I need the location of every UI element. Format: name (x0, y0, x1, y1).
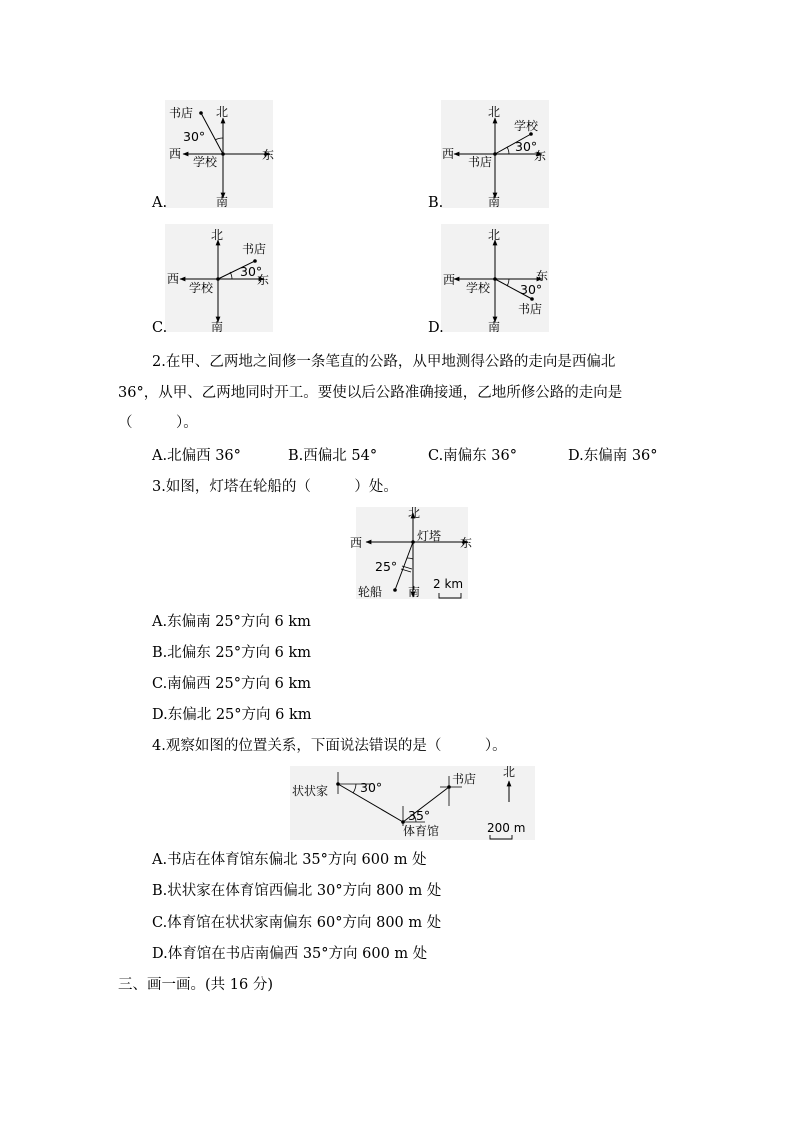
q4-scale-label: 200 m (487, 821, 526, 835)
q3-lighthouse-label: 灯塔 (417, 529, 442, 543)
fig-a-north-label: 北 (216, 105, 229, 119)
q4-bookstore-label: 书店 (452, 772, 477, 786)
q2-option-c[interactable]: C.南偏东 36° (428, 448, 517, 464)
q1-figure-d (436, 222, 556, 337)
fig-c-angle-label: 30° (240, 264, 263, 279)
fig-c-north-label: 北 (211, 228, 224, 242)
q4-gym-label: 体育馆 (403, 824, 440, 838)
q3-scale-label: 2 km (433, 577, 464, 591)
q4-stem: 4.观察如图的位置关系，下面说法错误的是（ ）。 (152, 738, 507, 754)
fig-c-east-label: 东 (257, 273, 270, 287)
fig-b-angle-label: 30° (515, 139, 538, 154)
q3-north-label: 北 (408, 506, 421, 520)
fig-d-west-label: 西 (443, 273, 456, 287)
fig-b-north-label: 北 (488, 105, 501, 119)
q4-option-d[interactable]: D.体育馆在书店南偏西 35°方向 600 m 处 (152, 946, 428, 962)
q4-option-a[interactable]: A.书店在体育馆东偏北 35°方向 600 m 处 (152, 852, 427, 868)
fig-b-origin-label: 书店 (468, 155, 493, 169)
fig-d-south-label: 南 (488, 320, 501, 334)
q4-figure (290, 762, 540, 844)
q2-option-d[interactable]: D.东偏南 36° (568, 448, 658, 464)
q1-option-c-letter[interactable]: C. (152, 320, 168, 336)
q1-option-a-letter[interactable]: A. (152, 195, 168, 211)
section3-title: 三、画一画。(共 16 分) (118, 977, 273, 993)
q1-figure-c (160, 222, 280, 337)
q4-angle1-label: 30° (360, 780, 383, 795)
fig-a-south-label: 南 (216, 195, 229, 209)
q3-ship-label: 轮船 (358, 585, 383, 599)
q1-figure-b (436, 98, 556, 213)
q3-stem: 3.如图，灯塔在轮船的（ ）处。 (152, 479, 398, 495)
q2-stem-line1: 2.在甲、乙两地之间修一条笔直的公路，从甲地测得公路的走向是西偏北 (152, 354, 616, 370)
fig-d-north-label: 北 (488, 228, 501, 242)
q3-option-d[interactable]: D.东偏北 25°方向 6 km (152, 707, 312, 723)
fig-d-origin-label: 学校 (466, 281, 491, 295)
fig-a-origin-label: 学校 (193, 155, 218, 169)
q3-option-c[interactable]: C.南偏西 25°方向 6 km (152, 676, 311, 692)
fig-d-angle-label: 30° (520, 282, 543, 297)
q4-north-label: 北 (503, 765, 516, 779)
q3-south-label: 南 (408, 585, 421, 599)
fig-b-east-label: 东 (534, 149, 547, 163)
q3-east-label: 东 (460, 536, 473, 550)
fig-b-west-label: 西 (442, 147, 455, 161)
fig-c-south-label: 南 (211, 320, 224, 334)
q3-figure (340, 503, 480, 603)
fig-a-east-label: 东 (262, 148, 275, 162)
q3-angle-label: 25° (375, 559, 398, 574)
q4-angle2-label: 35° (408, 808, 431, 823)
q4-option-c[interactable]: C.体育馆在状状家南偏东 60°方向 800 m 处 (152, 915, 442, 931)
q1-option-d-letter[interactable]: D. (428, 320, 444, 336)
q1-figure-a (160, 98, 280, 213)
q3-option-a[interactable]: A.东偏南 25°方向 6 km (152, 614, 311, 630)
fig-a-west-label: 西 (169, 147, 182, 161)
q2-stem-line2: 36°，从甲、乙两地同时开工。要使以后公路准确接通，乙地所修公路的走向是 (118, 385, 623, 401)
fig-c-west-label: 西 (167, 272, 180, 286)
q2-option-a[interactable]: A.北偏西 36° (152, 448, 241, 464)
fig-b-target-label: 学校 (514, 119, 539, 133)
fig-a-target-label: 书店 (169, 106, 194, 120)
q2-stem-line3: （ ）。 (118, 415, 198, 431)
fig-a-angle-label: 30° (183, 129, 206, 144)
fig-b-south-label: 南 (488, 195, 501, 209)
fig-c-origin-label: 学校 (189, 281, 214, 295)
fig-c-target-label: 书店 (242, 242, 267, 256)
q4-home-label: 状状家 (292, 784, 329, 798)
fig-d-east-label: 东 (536, 269, 549, 283)
fig-d-target-label: 书店 (518, 302, 543, 316)
q3-option-b[interactable]: B.北偏东 25°方向 6 km (152, 645, 312, 661)
q3-west-label: 西 (350, 536, 363, 550)
q1-option-b-letter[interactable]: B. (428, 195, 444, 211)
q4-option-b[interactable]: B.状状家在体育馆西偏北 30°方向 800 m 处 (152, 883, 442, 899)
q2-option-b[interactable]: B.西偏北 54° (288, 448, 378, 464)
